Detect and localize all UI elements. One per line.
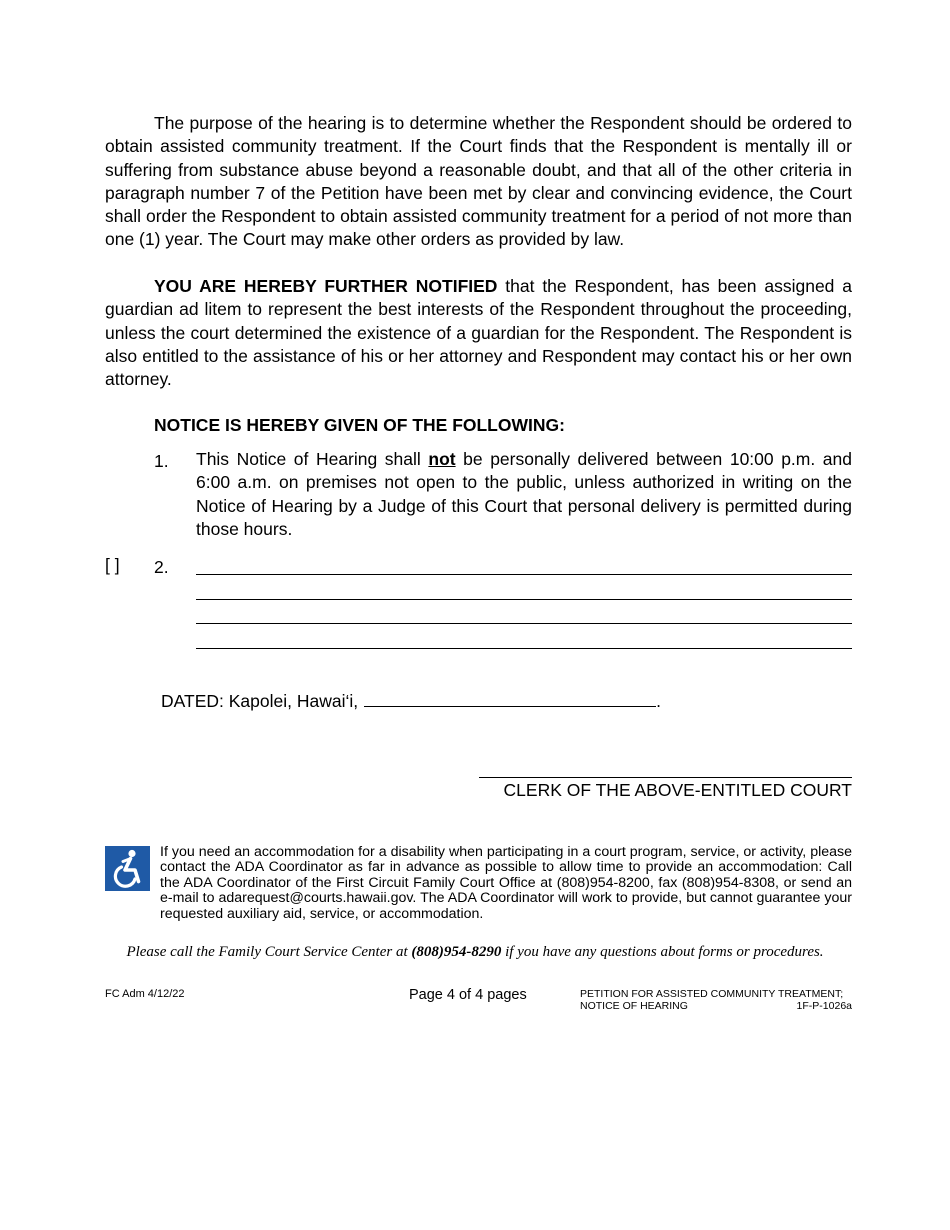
item-2-blank-line[interactable] <box>196 648 852 649</box>
notice-heading: NOTICE IS HEREBY GIVEN OF THE FOLLOWING: <box>154 415 565 435</box>
item-2-checkbox[interactable]: [ ] <box>105 555 120 575</box>
item-2-blank-line[interactable] <box>196 574 852 575</box>
purpose-paragraph <box>105 112 852 252</box>
item-2-blank-line[interactable] <box>196 599 852 600</box>
item-2-number: 2. <box>154 557 169 577</box>
dated-line-row: DATED: Kapolei, Hawai‘i, . <box>161 691 661 711</box>
signature-line[interactable] <box>479 777 852 778</box>
clerk-signature-label: CLERK OF THE ABOVE-ENTITLED COURT <box>503 780 852 800</box>
footer-document-title: PETITION FOR ASSISTED COMMUNITY TREATMENT; NOTICE OF HEARING 1F-P-1026a <box>580 988 852 1012</box>
item-1-text: This Notice of Hearing shall not be personally delivered between 10:00 p.m. and 6:00 a.m. on premises not open to the public, unless authorized in writing on the Notice of Hearing by a Judge of this Court that personal delivery is permitted during those hours. <box>196 449 852 539</box>
guardian-text: that the Respondent, has been assigned a guardian ad litem to represent the best interests of the Respondent throughout the proceeding, unless the court determined the existence of a guardian for the Respondent. The Respondent is also entitled to the assistance of his or her attorney and Respondent may contact his or her own attorney. <box>105 276 852 390</box>
not-emphasis: not <box>428 449 456 469</box>
item-2-blank-line[interactable] <box>196 623 852 624</box>
purpose-text: The purpose of the hearing is to determine whether the Respondent should be ordered to obtain assisted community treatment. If the Court finds that the Respondent is mentally ill or suffering from substance abuse beyond a reasonable doubt, and that all of the other criteria in paragraph number 7 of the Petition have been met by clear and convincing evidence, the Court shall order the Respondent to obtain assisted community treatment for a period of not more than one (1) year. The Court may make other orders as provided by law. <box>105 113 852 250</box>
dated-label: DATED: Kapolei, Hawai‘i, <box>161 691 359 711</box>
further-notified-bold: YOU ARE HEREBY FURTHER NOTIFIED <box>154 276 498 296</box>
accessibility-icon <box>105 846 150 891</box>
form-revision-id: FC Adm 4/12/22 <box>105 988 185 1000</box>
date-blank[interactable] <box>364 692 656 707</box>
form-number: 1F-P-1026a <box>796 1000 852 1012</box>
guardian-paragraph <box>105 275 852 391</box>
item-1-number: 1. <box>154 451 169 471</box>
service-center-note: Please call the Family Court Service Center at (808)954-8290 if you have any questions about forms or procedures. <box>126 944 824 960</box>
page-number: Page 4 of 4 pages <box>409 987 527 1003</box>
ada-notice: If you need an accommodation for a disability when participating in a court program, service, or activity, please contact the ADA Coordinator as far in advance as possible to allow time to provide an accommodation: Call the ADA Coordinator of the First Circuit Family Court Office at (808)954-8200, fax (808)954-8308, or send an e-mail to adarequest@courts.hawaii.gov. The ADA Coordinator will work to provide, but cannot guarantee your requested auxiliary aid, service, or accommodation. <box>160 844 852 922</box>
service-center-phone: (808)954-8290 <box>411 944 502 960</box>
